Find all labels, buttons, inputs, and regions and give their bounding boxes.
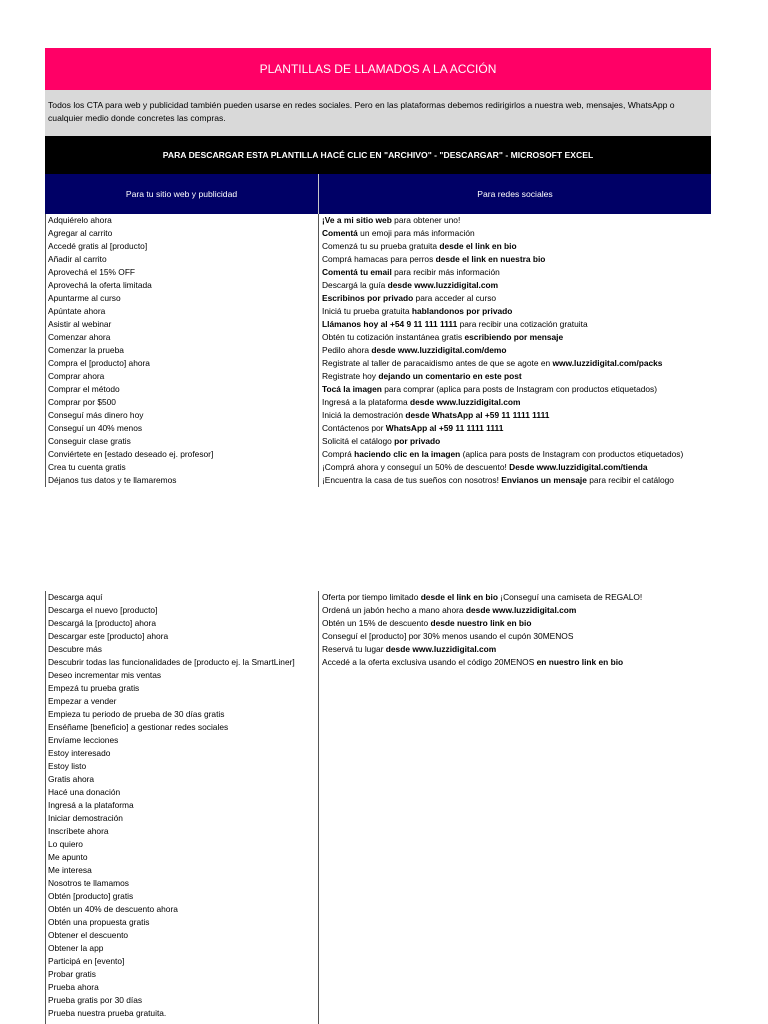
web-cta-cell: Comprar el método	[48, 384, 120, 394]
sheet-title: PLANTILLAS DE LLAMADOS A LA ACCIÓN	[45, 48, 711, 91]
cta-text: para recibir más información	[391, 267, 500, 277]
social-cta-cell	[322, 279, 711, 292]
web-cta-cell: Conseguí un 40% menos	[48, 423, 143, 433]
column-header-social: Para redes sociales	[477, 189, 553, 199]
cta-text: Conseguí el [producto] por 30% menos usando el cupón 30MENOS	[322, 631, 574, 641]
social-cta-cell	[322, 357, 711, 370]
web-cta-cell: Descargar este [producto] ahora	[48, 631, 169, 641]
web-cta-cell: Crea tu cuenta gratis	[48, 462, 126, 472]
web-cta-cell: Gratis ahora	[48, 774, 95, 784]
cta-text: Comprá	[322, 449, 355, 459]
cta-emphasis: escribiendo por mensaje	[464, 332, 564, 342]
cta-emphasis: Desde www.luzzidigital.com/tienda	[509, 462, 648, 472]
cta-text: Iniciá tu prueba gratuita	[322, 306, 412, 316]
cta-text: Iniciá la demostración	[322, 410, 406, 420]
web-cta-cell: Estoy listo	[48, 761, 87, 771]
social-cta-cell	[322, 656, 711, 669]
web-cta-cell: Comprar ahora	[48, 371, 105, 381]
web-cta-cell: Obtén una propuesta gratis	[48, 917, 150, 927]
cta-table-page-2	[45, 591, 711, 1024]
cta-emphasis: desde el link en nuestra bio	[435, 254, 546, 264]
cta-text: para acceder al curso	[413, 293, 497, 303]
cta-text: Comenzá tu su prueba gratuita	[322, 241, 440, 251]
column-headers	[45, 174, 711, 214]
web-cta-cell: Añadir al carrito	[48, 254, 107, 264]
web-cta-cell: Prueba gratis por 30 días	[48, 995, 143, 1005]
web-cta-cell: Compra el [producto] ahora	[48, 358, 150, 368]
social-cta-column	[319, 214, 711, 487]
social-cta-cell	[322, 474, 711, 487]
social-cta-cell	[322, 240, 711, 253]
web-cta-cell: Apuntarme al curso	[48, 293, 121, 303]
web-cta-cell: Descarga aquí	[48, 592, 103, 602]
web-cta-cell: Empezá tu prueba gratis	[48, 683, 140, 693]
cta-emphasis: desde el link en bio	[439, 241, 517, 251]
cta-text: Ordená un jabón hecho a mano ahora	[322, 605, 466, 615]
web-cta-cell: Deseo incrementar mis ventas	[48, 670, 162, 680]
cta-emphasis: por privado	[394, 436, 441, 446]
cta-emphasis: Escribinos por privado	[322, 293, 414, 303]
social-cta-cell	[322, 448, 711, 461]
web-cta-cell: Obtén un 40% de descuento ahora	[48, 904, 178, 914]
cta-emphasis: desde www.luzzidigital.com	[387, 280, 499, 290]
web-cta-cell: Obtener la app	[48, 943, 104, 953]
social-cta-cell	[322, 461, 711, 474]
cta-emphasis: desde www.luzzidigital.com	[385, 644, 497, 654]
cta-text: Obtén un 15% de descuento	[322, 618, 431, 628]
web-cta-cell: Me apunto	[48, 852, 88, 862]
cta-text: Contáctenos por	[322, 423, 386, 433]
cta-text: ¡Conseguí una camiseta de REGALO!	[497, 592, 643, 602]
cta-text: Obtén tu cotización instantánea gratis	[322, 332, 465, 342]
cta-text: para recibir el catálogo	[586, 475, 674, 485]
web-cta-cell: Descargá la [producto] ahora	[48, 618, 157, 628]
cta-emphasis: desde www.luzzidigital.com	[465, 605, 577, 615]
cta-text: Registrate al taller de paracaidismo antes de que se agote en	[322, 358, 553, 368]
web-cta-cell: Conviértete en [estado deseado ej. profesor]	[48, 449, 214, 459]
cta-emphasis: desde www.luzzidigital.com/demo	[371, 345, 507, 355]
cta-text: Pedilo ahora	[322, 345, 372, 355]
cta-emphasis: en nuestro link en bio	[536, 657, 624, 667]
cta-emphasis: desde el link en bio	[420, 592, 498, 602]
social-cta-cell	[322, 266, 711, 279]
cta-emphasis: haciendo clic en la imagen	[354, 449, 461, 459]
cta-emphasis: WhatsApp al +59 11 1111 1111	[385, 423, 504, 433]
social-cta-cell	[322, 591, 711, 604]
web-cta-column	[45, 591, 319, 1024]
cta-text: para obtener uno!	[391, 215, 461, 225]
cta-text: para comprar (aplica para posts de Instagram con productos etiquetados)	[381, 384, 658, 394]
web-cta-cell: Descubre más	[48, 644, 102, 654]
web-cta-cell: Conseguí más dinero hoy	[48, 410, 144, 420]
web-cta-cell: Déjanos tus datos y te llamaremos	[48, 475, 177, 485]
web-cta-cell: Adquiérelo ahora	[48, 215, 112, 225]
social-cta-cell	[322, 214, 711, 227]
social-cta-cell	[322, 344, 711, 357]
web-cta-cell: Agregar al carrito	[48, 228, 113, 238]
cta-emphasis: desde nuestro link en bio	[430, 618, 532, 628]
social-cta-cell	[322, 370, 711, 383]
cta-emphasis: www.luzzidigital.com/packs	[552, 358, 663, 368]
social-cta-cell	[322, 331, 711, 344]
social-cta-cell	[322, 292, 711, 305]
social-cta-cell	[322, 643, 711, 656]
social-cta-cell	[322, 396, 711, 409]
web-cta-cell: Probar gratis	[48, 969, 96, 979]
cta-emphasis: Llámanos hoy al +54 9 11 111 1111	[322, 319, 458, 329]
web-cta-cell: Accedé gratis al [producto]	[48, 241, 148, 251]
web-cta-cell: Iniciar demostración	[48, 813, 123, 823]
cta-emphasis: desde WhatsApp al +59 11 1111 1111	[405, 410, 550, 420]
cta-text: ¡Encuentra la casa de tus sueños con nosotros!	[322, 475, 502, 485]
web-cta-cell: Inscríbete ahora	[48, 826, 109, 836]
social-cta-cell	[322, 409, 711, 422]
cta-text: Registrate hoy	[322, 371, 379, 381]
web-cta-cell: Ingresá a la plataforma	[48, 800, 134, 810]
cta-text: Ingresá a la plataforma	[322, 397, 410, 407]
social-cta-cell	[322, 253, 711, 266]
cta-text: Descargá la guía	[322, 280, 388, 290]
column-header-web: Para tu sitio web y publicidad	[45, 174, 319, 214]
cta-text: Solicitá el catálogo	[322, 436, 395, 446]
cta-emphasis: Envianos un mensaje	[501, 475, 587, 485]
web-cta-cell: Aprovechá el 15% OFF	[48, 267, 136, 277]
web-cta-cell: Prueba ahora	[48, 982, 99, 992]
social-cta-cell	[322, 617, 711, 630]
web-cta-cell: Enséñame [beneficio] a gestionar redes sociales	[48, 722, 229, 732]
download-instructions: PARA DESCARGAR ESTA PLANTILLA HACÉ CLIC EN "ARCHIVO" - "DESCARGAR" - MICROSOFT EXCEL	[45, 136, 711, 174]
web-cta-cell: Envíame lecciones	[48, 735, 119, 745]
cta-emphasis: Comentá tu email	[322, 267, 392, 277]
cta-text: ¡Comprá ahora y conseguí un 50% de descuento!	[322, 462, 510, 472]
social-cta-cell	[322, 305, 711, 318]
cta-emphasis: desde www.luzzidigital.com	[410, 397, 521, 407]
web-cta-cell: Lo quiero	[48, 839, 83, 849]
social-cta-cell	[322, 435, 711, 448]
cta-text: Comprá hamacas para perros	[322, 254, 436, 264]
web-cta-cell: Obtén [producto] gratis	[48, 891, 134, 901]
cta-text: un emoji para más información	[357, 228, 475, 238]
social-cta-cell	[322, 227, 711, 240]
cta-emphasis: hablandonos por privado	[411, 306, 513, 316]
intro-note: Todos los CTA para web y publicidad también pueden usarse en redes sociales. Pero en las plataformas debemos redirigirlos a nuestra web, mensajes, WhatsApp o cualquier medio donde concretes las compras.	[45, 90, 711, 136]
social-cta-cell	[322, 318, 711, 331]
social-cta-column	[319, 591, 711, 1024]
cta-emphasis: dejando un comentario en este post	[378, 371, 522, 381]
web-cta-cell: Descubrir todas las funcionalidades de [producto ej. la SmartLiner]	[48, 657, 295, 667]
web-cta-cell: Asistir al webinar	[48, 319, 112, 329]
web-cta-cell: Aprovechá la oferta limitada	[48, 280, 152, 290]
web-cta-cell: Participá en [evento]	[48, 956, 125, 966]
web-cta-column	[45, 214, 319, 487]
web-cta-cell: Me interesa	[48, 865, 92, 875]
social-cta-cell	[322, 383, 711, 396]
social-cta-cell	[322, 630, 711, 643]
web-cta-cell: Comprar por $500	[48, 397, 116, 407]
web-cta-cell: Conseguir clase gratis	[48, 436, 131, 446]
social-cta-cell	[322, 604, 711, 617]
cta-emphasis: ¡Ve a mi sitio web	[322, 215, 392, 225]
cta-emphasis: Comentá	[322, 228, 358, 238]
web-cta-cell: Estoy interesado	[48, 748, 111, 758]
social-cta-cell	[322, 422, 711, 435]
cta-text: Accedé a la oferta exclusiva usando el código 20MENOS	[322, 657, 537, 667]
web-cta-cell: Nosotros te llamamos	[48, 878, 129, 888]
web-cta-cell: Apúntate ahora	[48, 306, 106, 316]
web-cta-cell: Obtener el descuento	[48, 930, 129, 940]
cta-text: Oferta por tiempo limitado	[322, 592, 421, 602]
web-cta-cell: Empezar a vender	[48, 696, 117, 706]
web-cta-cell: Comenzar ahora	[48, 332, 111, 342]
cta-text: (aplica para posts de Instagram con productos etiquetados)	[460, 449, 684, 459]
web-cta-cell: Prueba nuestra prueba gratuita.	[48, 1008, 167, 1018]
cta-text: para recibir una cotización gratuita	[457, 319, 588, 329]
web-cta-cell: Empieza tu periodo de prueba de 30 días gratis	[48, 709, 225, 719]
web-cta-cell: Descarga el nuevo [producto]	[48, 605, 158, 615]
web-cta-cell: Comenzar la prueba	[48, 345, 124, 355]
cta-emphasis: Tocá la imagen	[322, 384, 382, 394]
web-cta-cell: Hacé una donación	[48, 787, 121, 797]
cta-text: Reservá tu lugar	[322, 644, 386, 654]
cta-table-page-1	[45, 214, 711, 487]
